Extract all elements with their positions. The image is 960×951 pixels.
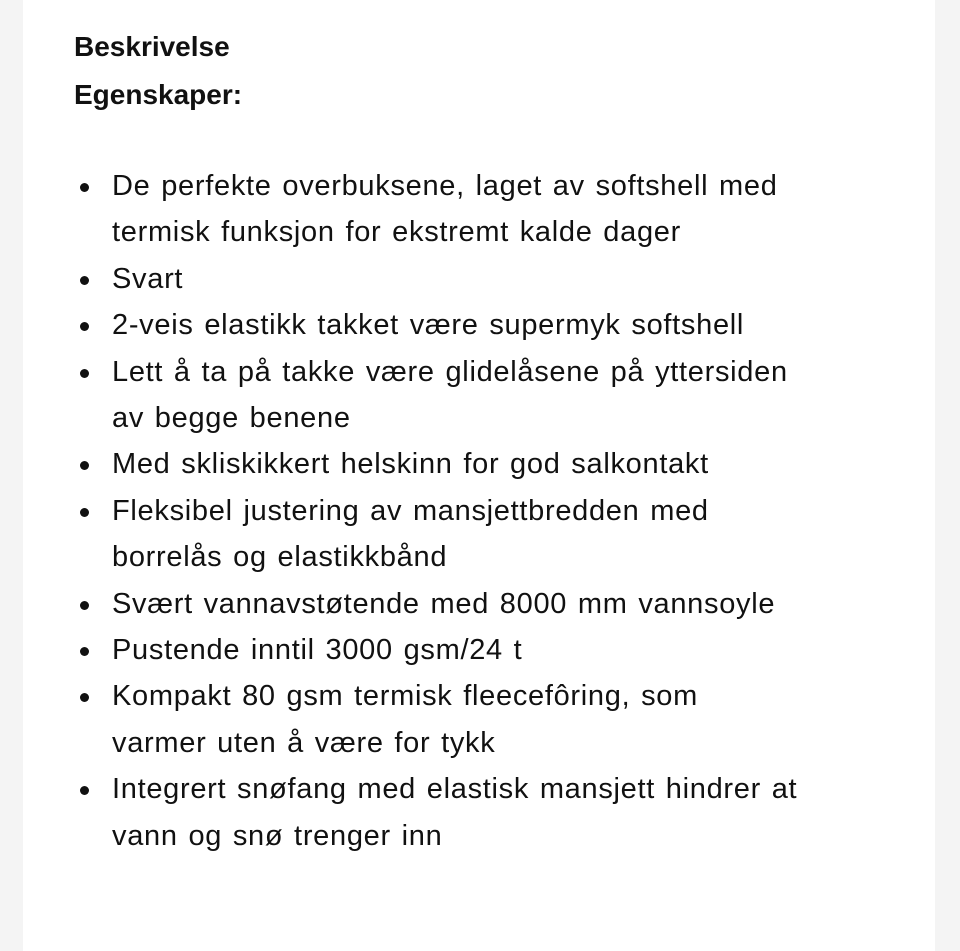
list-item xyxy=(74,627,797,673)
list-item xyxy=(74,256,797,302)
list-item-text: De perfekte overbuksene, laget av softshell med xyxy=(112,170,778,202)
bullet-icon xyxy=(80,369,89,378)
properties-heading: Egenskaper: xyxy=(74,79,243,110)
list-item-text: varmer uten å være for tykk xyxy=(112,726,496,759)
bullet-icon xyxy=(80,693,89,702)
list-item-text: Svært vannavstøtende med 8000 mm vannsoyle xyxy=(112,587,776,620)
list-item-text: vann og snø trenger inn xyxy=(112,819,443,852)
list-item xyxy=(74,441,797,487)
list-item xyxy=(74,302,797,348)
list-item xyxy=(74,488,797,581)
bullet-icon xyxy=(80,322,89,331)
bullet-icon xyxy=(80,647,89,656)
bullet-icon xyxy=(80,461,89,470)
section-title: Beskrivelse xyxy=(74,31,230,62)
list-item-text: Med skliskikkert helskinn for god salkontakt xyxy=(112,448,709,481)
list-item-text: Kompakt 80 gsm termisk fleecefôring, som xyxy=(112,680,698,713)
list-item xyxy=(74,581,797,627)
list-item-text: Fleksibel justering av mansjettbredden med xyxy=(112,494,709,527)
list-item-text: termisk funksjon for ekstremt kalde dager xyxy=(112,216,681,249)
list-item-text: av begge benene xyxy=(112,402,351,435)
list-item-text: Lett å ta på takke være glidelåsene på yttersiden xyxy=(112,355,788,388)
list-item xyxy=(74,673,797,766)
description-card xyxy=(23,0,935,951)
list-item-text: 2-veis elastikk takket være supermyk softshell xyxy=(112,309,745,342)
list-item xyxy=(74,349,797,442)
bullet-icon xyxy=(80,601,89,610)
bullet-icon xyxy=(80,276,89,285)
list-item-text: Integrert snøfang med elastisk mansjett hindrer at xyxy=(112,773,798,806)
bullet-icon xyxy=(80,183,89,192)
list-item xyxy=(74,766,797,859)
list-item-text: Pustende inntil 3000 gsm/24 t xyxy=(112,634,523,667)
bullet-icon xyxy=(80,508,89,517)
list-item-text: Svart xyxy=(112,262,184,295)
list-item xyxy=(74,163,797,256)
list-item-text: borrelås og elastikkbånd xyxy=(112,541,448,574)
bullet-icon xyxy=(80,786,89,795)
properties-list xyxy=(74,163,797,859)
